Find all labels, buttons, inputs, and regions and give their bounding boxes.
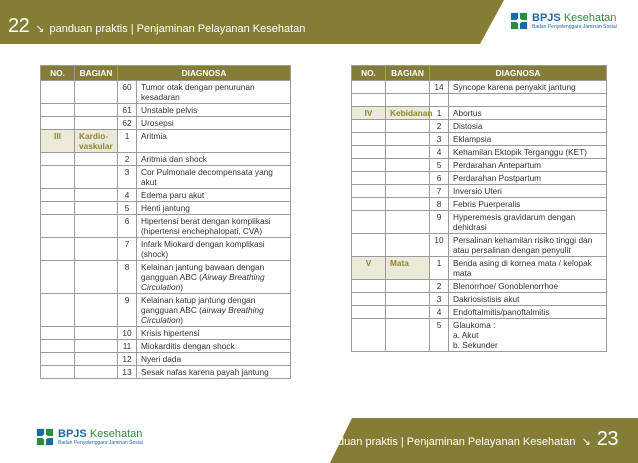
table-row: [41, 353, 291, 366]
diagnosis-text: Aritmia dan shock: [137, 153, 291, 166]
diagnosis-text: Hyperemesis gravidarum dengan dehidrasi: [449, 211, 607, 234]
table-row: [352, 280, 607, 293]
table-row: [352, 306, 607, 319]
table-row: [352, 94, 607, 107]
page-number-left: 22: [8, 15, 30, 37]
section-name: [386, 185, 430, 198]
header-guide-label: panduan praktis: [49, 23, 128, 35]
diagnosis-number: 9: [118, 294, 137, 327]
diagnosis-text: Miokarditis dengan shock: [137, 340, 291, 353]
diagnosis-number: 4: [430, 146, 449, 159]
section-number: [41, 294, 75, 327]
logo-brand: BPJS Kesehatan: [532, 11, 617, 24]
section-name: [386, 172, 430, 185]
diagnosis-text: Blenorrhoe/ Gonoblenorrhoe: [449, 280, 607, 293]
table-row: [41, 104, 291, 117]
table-row: [352, 293, 607, 306]
section-number: IV: [352, 107, 386, 120]
table-row: [41, 189, 291, 202]
table-row: [41, 294, 291, 327]
section-name: [75, 340, 118, 353]
diagnosis-text: Inversio Uteri: [449, 185, 607, 198]
section-name: [386, 293, 430, 306]
section-number: [352, 198, 386, 211]
section-number: [41, 104, 75, 117]
section-number: [41, 340, 75, 353]
diagnosis-text: Abortus: [449, 107, 607, 120]
table-row: [352, 234, 607, 257]
section-name: [75, 153, 118, 166]
section-name: [386, 133, 430, 146]
section-number: [352, 159, 386, 172]
section-number: [41, 166, 75, 189]
section-number: [41, 202, 75, 215]
table-row: [352, 172, 607, 185]
arrow-down-right-icon: ↘: [35, 23, 45, 35]
footer-guide-label: panduan praktis: [319, 436, 398, 448]
diagnosis-number: 1: [430, 257, 449, 280]
diagnosis-number: 5: [430, 319, 449, 352]
diagnosis-number: 11: [118, 340, 137, 353]
footer-separator: |: [400, 436, 404, 448]
diagnosis-text: Hipertensi berat dengan komplikasi (hipertensi enchephalopati, CVA): [137, 215, 291, 238]
diagnosis-number: 1: [118, 130, 137, 153]
section-name: [386, 198, 430, 211]
diagnosis-number: 8: [430, 198, 449, 211]
table-row: [352, 133, 607, 146]
section-name: [75, 261, 118, 294]
section-number: [41, 81, 75, 104]
table-row: [41, 366, 291, 379]
diagnosis-number: 2: [430, 280, 449, 293]
diagnosis-text: Tumor otak dengan penurunan kesadaran: [137, 81, 291, 104]
diagnosis-text: Henti jantung: [137, 202, 291, 215]
section-name: [386, 319, 430, 352]
diagnosis-number: 13: [118, 366, 137, 379]
section-name: [386, 159, 430, 172]
diagnosis-text: Perdarahan Postpartum: [449, 172, 607, 185]
diagnosis-text: Endoftalmitis/panoftalmitis: [449, 306, 607, 319]
section-number: [41, 366, 75, 379]
section-name: [75, 166, 118, 189]
footer-title-bar: [320, 428, 618, 451]
table-row: [352, 185, 607, 198]
table-row: [352, 146, 607, 159]
diagnosis-subitem: b. Sekunder: [453, 340, 498, 350]
section-number: [352, 280, 386, 293]
diagnosis-number: 10: [118, 327, 137, 340]
section-name: [75, 215, 118, 238]
header-separator: |: [130, 23, 134, 35]
diagnosis-number: 5: [118, 202, 137, 215]
diagnosis-text: Infark Miokard dengan komplikasi (shock): [137, 238, 291, 261]
table-row: [352, 319, 607, 352]
diagnosis-text: Perdarahan Antepartum: [449, 159, 607, 172]
section-name: [386, 280, 430, 293]
header-title: Penjaminan Pelayanan Kesehatan: [136, 23, 306, 35]
section-number: [41, 189, 75, 202]
diagnosis-text: Syncope karena penyakit jantung: [449, 81, 607, 94]
header-title-bar: [8, 15, 305, 38]
diagnosis-text: Eklampsia: [449, 133, 607, 146]
table-row: [41, 215, 291, 238]
diagnosis-number: [430, 94, 449, 107]
section-name: Kardio-vaskular: [75, 130, 118, 153]
section-number: [41, 153, 75, 166]
diagnosis-subitem: a. Akut: [453, 330, 479, 340]
bpjs-logo-mark-icon: [36, 428, 54, 446]
section-number: [41, 353, 75, 366]
diagnosis-number: 2: [118, 153, 137, 166]
diagnosis-number: 12: [118, 353, 137, 366]
section-number: [352, 306, 386, 319]
section-number: [352, 234, 386, 257]
table-row: [41, 166, 291, 189]
footer-title: Penjaminan Pelayanan Kesehatan: [406, 436, 576, 448]
section-name: [386, 234, 430, 257]
table-row: [352, 159, 607, 172]
section-number: [41, 238, 75, 261]
diagnosis-number: 4: [430, 306, 449, 319]
arrow-down-right-icon: ↘: [581, 436, 591, 448]
diagnosis-number: 8: [118, 261, 137, 294]
logo-subtitle: Badan Penyelenggara Jaminan Sosial: [532, 23, 617, 30]
diagnosis-table-right: [351, 65, 607, 352]
section-number: [352, 81, 386, 94]
table-row: [352, 120, 607, 133]
section-number: [352, 172, 386, 185]
section-number: III: [41, 130, 75, 153]
diagnosis-text: Cor Pulmonale decompensata yang akut: [137, 166, 291, 189]
section-number: [352, 319, 386, 352]
section-name: [75, 81, 118, 104]
section-name: [386, 94, 430, 107]
section-number: [41, 215, 75, 238]
table-row: [352, 211, 607, 234]
logo-brand: BPJS Kesehatan: [58, 427, 143, 440]
diagnosis-text: Krisis hipertensi: [137, 327, 291, 340]
table-row: [41, 153, 291, 166]
section-name: [386, 120, 430, 133]
diagnosis-text: Kelainan katup jantung dengan gangguan ABC (airway Breathing Circulation): [137, 294, 291, 327]
header-band-tip: [480, 0, 504, 44]
diagnosis-number: 62: [118, 117, 137, 130]
bpjs-logo-top: [510, 12, 617, 30]
section-number: [352, 120, 386, 133]
diagnosis-text: Nyeri dada: [137, 353, 291, 366]
diagnosis-number: 5: [430, 159, 449, 172]
col-header-diagnosa: DIAGNOSA: [430, 66, 607, 81]
diagnosis-text: Sesak nafas karena payah jantung: [137, 366, 291, 379]
table-row: [352, 107, 607, 120]
logo-subtitle: Badan Penyelenggara Jaminan Sosial: [58, 439, 143, 446]
diagnosis-number: 7: [430, 185, 449, 198]
col-header-bagian: BAGIAN: [386, 66, 430, 81]
table-row: [352, 257, 607, 280]
diagnosis-number: 3: [430, 133, 449, 146]
section-number: [352, 211, 386, 234]
section-number: [352, 133, 386, 146]
col-header-diagnosa: DIAGNOSA: [118, 66, 291, 81]
section-number: [41, 261, 75, 294]
diagnosis-text: Kehamilan Ektopik Terganggu (KET): [449, 146, 607, 159]
section-number: [41, 117, 75, 130]
table-row: [41, 117, 291, 130]
diagnosis-text: Unstable pelvis: [137, 104, 291, 117]
section-name: [75, 189, 118, 202]
section-name: [75, 353, 118, 366]
diagnosis-text: Urosepsi: [137, 117, 291, 130]
section-name: [75, 366, 118, 379]
diagnosis-number: 60: [118, 81, 137, 104]
section-name: [386, 146, 430, 159]
diagnosis-number: 1: [430, 107, 449, 120]
diagnosis-number: 6: [118, 215, 137, 238]
section-name: [386, 81, 430, 94]
table-row: [41, 130, 291, 153]
table-row: [41, 202, 291, 215]
diagnosis-number: 14: [430, 81, 449, 94]
diagnosis-number: 61: [118, 104, 137, 117]
diagnosis-text: Kelainan jantung bawaan dengan gangguan ABC (Airway Breathing Circulation): [137, 261, 291, 294]
diagnosis-text: Benda asing di kornea mata / kelopak mata: [449, 257, 607, 280]
diagnosis-number: 2: [430, 120, 449, 133]
diagnosis-text: [449, 94, 607, 107]
diagnosis-text: Aritmia: [137, 130, 291, 153]
diagnosis-number: 4: [118, 189, 137, 202]
section-name: Mata: [386, 257, 430, 280]
diagnosis-text: Febris Puerperalis: [449, 198, 607, 211]
table-row: [41, 327, 291, 340]
table-row: [41, 238, 291, 261]
diagnosis-table-left: [40, 65, 291, 379]
section-name: [75, 117, 118, 130]
diagnosis-text: Distosia: [449, 120, 607, 133]
section-name: [75, 294, 118, 327]
diagnosis-text: Persalinan kehamilan risiko tinggi dan atau persalinan dengan penyulit: [449, 234, 607, 257]
section-number: [352, 94, 386, 107]
section-number: [41, 327, 75, 340]
col-header-no: NO.: [352, 66, 386, 81]
section-number: [352, 293, 386, 306]
page-number-right: 23: [596, 428, 618, 450]
section-name: [75, 238, 118, 261]
col-header-no: NO.: [41, 66, 75, 81]
section-name: [75, 104, 118, 117]
diagnosis-number: 3: [118, 166, 137, 189]
section-name: [386, 306, 430, 319]
section-name: [75, 327, 118, 340]
section-name: Kebidanan: [386, 107, 430, 120]
diagnosis-number: 7: [118, 238, 137, 261]
table-row: [41, 261, 291, 294]
bpjs-logo-mark-icon: [510, 12, 528, 30]
table-row: [352, 81, 607, 94]
diagnosis-number: 9: [430, 211, 449, 234]
diagnosis-number: 6: [430, 172, 449, 185]
section-number: [352, 146, 386, 159]
table-row: [41, 340, 291, 353]
bpjs-logo-bottom: [36, 428, 143, 446]
section-name: [386, 211, 430, 234]
table-row: [41, 81, 291, 104]
section-number: V: [352, 257, 386, 280]
table-row: [352, 198, 607, 211]
section-number: [352, 185, 386, 198]
section-name: [75, 202, 118, 215]
diagnosis-text: Glaukoma : a. Akut b. Sekunder: [449, 319, 607, 352]
diagnosis-number: 3: [430, 293, 449, 306]
diagnosis-text: Edema paru akut: [137, 189, 291, 202]
diagnosis-number: 10: [430, 234, 449, 257]
col-header-bagian: BAGIAN: [75, 66, 118, 81]
diagnosis-text: Dakriosistisis akut: [449, 293, 607, 306]
